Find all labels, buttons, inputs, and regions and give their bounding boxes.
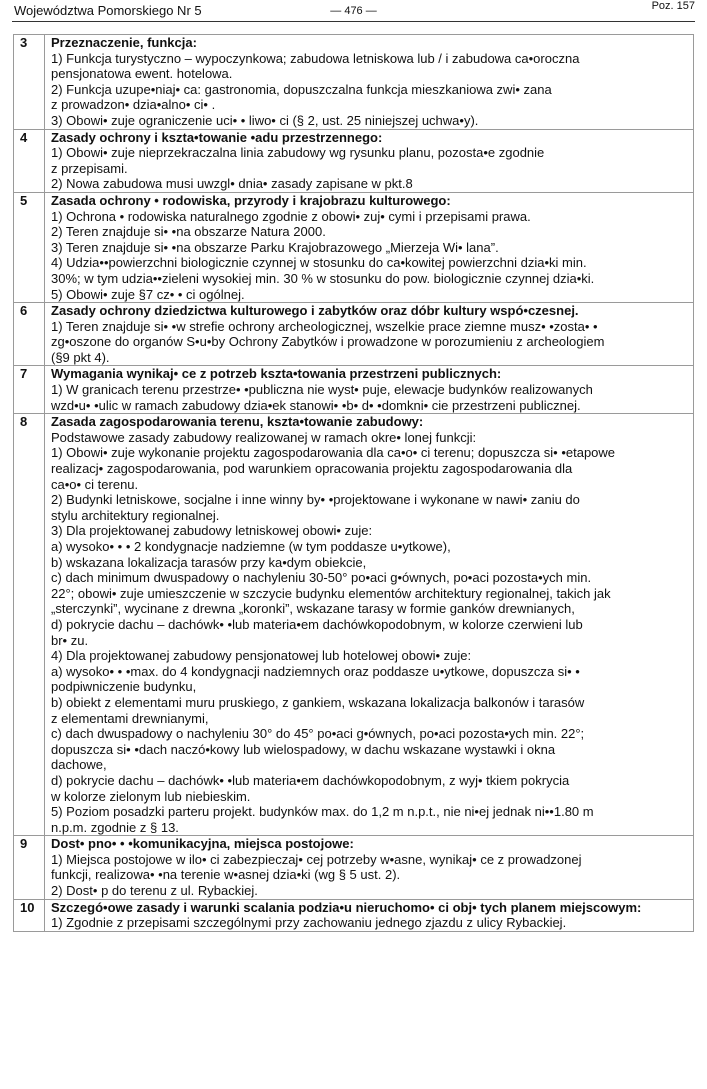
row-line: c) dach dwuspadowy o nachyleniu 30° do 45° po•aci g•ównych, po•aci pozosta•ych min. 22°; [51,726,585,742]
row-number: 7 [14,366,45,414]
row-line: b) wskazana lokalizacja tarasów przy ka•dym obiekcie, [51,554,367,570]
row-content [45,192,694,302]
row-number: 6 [14,303,45,366]
table-row [14,366,694,414]
row-line: 30%; w tym udzia••zieleni wysokiej min. 30 % w stosunku do pow. biologicznie czynnej dzia•ki. [51,270,595,286]
row-line: ca•o• ci terenu. [51,476,139,492]
row-line: 3) Dla projektowanej zabudowy letniskowej obowi• zuje: [51,523,373,539]
row-number: 8 [14,414,45,836]
row-content [45,836,694,899]
row-line: wzd•u• •ulic w ramach zabudowy dzia•ek stanowi• •b• d• •domkni• cie przestrzeni publicznej. [51,397,581,413]
row-line: n.p.m. zgodnie z § 13. [51,819,179,835]
row-line: 1) Obowi• zuje wykonanie projektu zagospodarowania dla ca•o• ci terenu; dopuszcza si• •etapowe [51,445,616,461]
row-line: 2) Budynki letniskowe, socjalne i inne winny by• •projektowane i wykonane w nawi• zaniu do [51,492,580,508]
row-line: 1) Teren znajduje si• •w strefie ochrony archeologicznej, wszelkie prace ziemne musz• •zosta• • [51,318,598,334]
row-line: 1) Obowi• zuje nieprzekraczalna linia zabudowy wg rysunku planu, pozosta•e zgodnie [51,145,545,161]
row-line: 4) Udzia••powierzchni biologicznie czynnej w stosunku do ca•kowitej powierzchni dzia•ki min. [51,255,587,271]
row-number: 10 [14,899,45,931]
table-row [14,414,694,836]
row-line: 1) Miejsca postojowe w ilo• ci zabezpieczaj• cej potrzeby w•asne, wynikaj• ce z prowadzonej [51,851,582,867]
row-number: 4 [14,129,45,192]
row-content [45,899,694,931]
table-row [14,836,694,899]
row-line: 2) Teren znajduje si• •na obszarze Natura 2000. [51,224,326,240]
row-number: 3 [14,35,45,130]
row-line: (§9 pkt 4). [51,349,110,365]
row-line: podpiwniczenie budynku, [51,679,197,695]
row-line: 5) Poziom posadzki parteru projekt. budynków max. do 1,2 m n.p.t., nie ni•ej jednak ni••1.80 m [51,804,594,820]
row-number: 5 [14,192,45,302]
row-line: dachowe, [51,757,107,773]
row-line: pensjonatowa ewent. hotelowa. [51,66,233,82]
row-line: 2) Nowa zabudowa musi uwzgl• dnia• zasady zapisane w pkt.8 [51,176,413,192]
table-row [14,35,694,130]
row-line: 3) Teren znajduje si• •na obszarze Parku Krajobrazowego „Mierzeja Wi• lana”. [51,239,499,255]
row-line: dopuszcza si• •dach naczó•kowy lub wielospadowy, w dachu wskazane wystawki i okna [51,741,556,757]
row-line: d) pokrycie dachu – dachówk• •lub materia•em dachówkopodobnym, z wyj• tkiem pokrycia [51,772,570,788]
row-line: realizacj• zagospodarowania, pod warunkiem opracowania projektu zagospodarowania dla [51,461,573,477]
row-line: 1) Zgodnie z przepisami szczególnymi przy zachowaniu jednego zjazdu z ulicy Rybackiej. [51,915,567,931]
journal-title: Województwa Pomorskiego Nr 5 [14,3,202,18]
row-content [45,414,694,836]
row-line: zg•oszone do organów S•u•by Ochrony Zabytków i prowadzone w porozumieniu z archeologiem [51,334,605,350]
row-content [45,366,694,414]
row-title: Zasady ochrony i kszta•towanie •adu przestrzennego: [51,129,383,145]
position-number: Poz. 157 [651,0,695,12]
row-line: b) obiekt z elementami muru pruskiego, z gankiem, wskazana lokalizacja balkonów i tarasów [51,694,585,710]
row-content [45,303,694,366]
row-line: funkcji, realizowa• •na terenie w•asnej dzia•ki (wg § 5 ust. 2). [51,867,401,883]
row-line: br• zu. [51,632,89,648]
row-line: 1) Ochrona • rodowiska naturalnego zgodnie z obowi• zuj• cymi i przepisami prawa. [51,208,531,224]
row-line: 1) Funkcja turystyczno – wypoczynkowa; zabudowa letniskowa lub / i zabudowa ca•oroczna [51,50,580,66]
row-title: Przeznaczenie, funkcja: [51,35,197,50]
regulations-table-body [14,35,694,932]
table-row [14,899,694,931]
table-row [14,129,694,192]
row-line: 4) Dla projektowanej zabudowy pensjonatowej lub hotelowej obowi• zuje: [51,648,472,664]
page-number: — 476 — [330,5,377,17]
row-line: 3) Obowi• zuje ograniczenie uci• • liwo• ci (§ 2, ust. 25 niniejszej uchwa•y). [51,112,479,128]
row-title: Wymagania wynikaj• ce z potrzeb kszta•towania przestrzeni publicznych: [51,366,502,382]
row-line: Podstawowe zasady zabudowy realizowanej w ramach okre• lonej funkcji: [51,429,477,445]
row-line: d) pokrycie dachu – dachówk• •lub materia•em dachówkopodobnym, w kolorze czerwieni lub [51,616,583,632]
regulations-table [13,34,694,932]
row-line: a) wysoko• • •max. do 4 kondygnacji nadziemnych oraz poddasze u•ytkowe, dopuszcza si• • [51,663,580,679]
row-line: stylu architektury regionalnej. [51,507,220,523]
header-rule [12,21,695,22]
row-line: a) wysoko• • • 2 kondygnacje nadziemne (w tym poddasze u•ytkowe), [51,539,451,554]
row-line: z prowadzon• dzia•alno• ci• . [51,97,216,113]
row-title: Zasada zagospodarowania terenu, kszta•towanie zabudowy: [51,414,424,430]
row-line: w kolorze zielonym lub niebieskim. [51,788,251,804]
row-line: „sterczynki”, wycinane z drewna „koronki”, wskazane tarasy w formie ganków drewnianych, [51,601,575,617]
row-line: 5) Obowi• zuje §7 cz• • ci ogólnej. [51,286,245,302]
row-line: 1) W granicach terenu przestrze• •publiczna nie wyst• puje, elewacje budynków realizowanych [51,382,593,398]
row-line: z elementami drewnianymi, [51,710,209,726]
row-title: Zasada ochrony • rodowiska, przyrody i krajobrazu kulturowego: [51,192,451,208]
table-row [14,192,694,302]
row-content [45,129,694,192]
row-line: 22°; obowi• zuje umieszczenie w szczycie budynku elementów architektury regionalnej, takich jak [51,585,611,601]
row-title: Szczegó•owe zasady i warunki scalania podzia•u nieruchomo• ci obj• tych planem miejscowym: [51,899,642,915]
row-line: 2) Funkcja uzupe•niaj• ca: gastronomia, dopuszczalna funkcja mieszkaniowa zwi• zana [51,81,552,97]
row-line: c) dach minimum dwuspadowy o nachyleniu 30-50° po•aci g•ównych, po•aci pozosta•ych min. [51,570,592,586]
row-line: z przepisami. [51,160,128,176]
table-row [14,303,694,366]
row-title: Zasady ochrony dziedzictwa kulturowego i zabytków oraz dóbr kultury wspó•czesnej. [51,303,579,319]
row-content [45,35,694,130]
page-header [0,0,707,24]
row-title: Dost• pno• • •komunikacyjna, miejsca postojowe: [51,836,354,852]
row-number: 9 [14,836,45,899]
row-line: 2) Dost• p do terenu z ul. Rybackiej. [51,883,258,899]
